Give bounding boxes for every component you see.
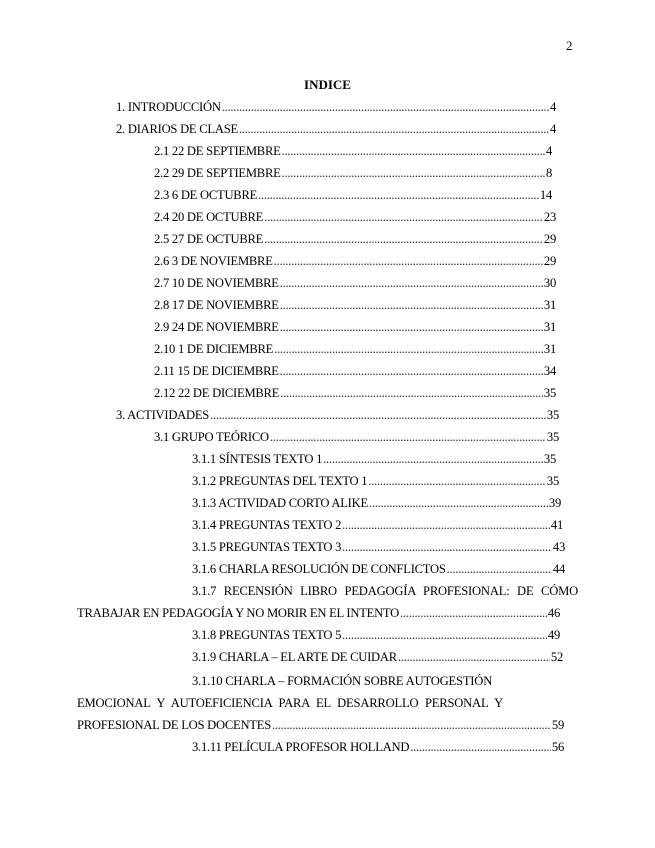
toc-entry [116, 96, 556, 118]
toc-leader [369, 492, 548, 514]
toc-entry [192, 492, 561, 514]
toc-entry-page: 31 [543, 320, 556, 334]
toc-leader [274, 250, 543, 272]
toc-entry-page: 30 [543, 276, 556, 290]
toc-entry [192, 514, 563, 536]
toc-entry-text: 2. DIARIOS DE CLASE [116, 122, 238, 136]
toc-entry-text: 3.1.9 CHARLA – EL ARTE DE CUIDAR [192, 650, 397, 664]
toc-leader [258, 184, 539, 206]
toc-entry-page: 4 [549, 100, 556, 114]
toc-entry [154, 294, 556, 316]
toc-leader [368, 470, 546, 492]
toc-entry-text: 3.1 GRUPO TEÓRICO [154, 430, 269, 444]
toc-entry-text: 2.11 15 DE DICIEMBRE [154, 364, 279, 378]
toc-entry [154, 250, 556, 272]
toc-entry [77, 602, 560, 624]
toc-entry-text: 3.1.4 PREGUNTAS TEXTO 2 [192, 518, 342, 532]
toc-leader [280, 360, 543, 382]
toc-entry-page: 43 [552, 540, 565, 554]
toc-entry-text: 3.1.8 PREGUNTAS TEXTO 5 [192, 628, 342, 642]
toc-entry-continued-text: 3.1.10 CHARLA – FORMACIÓN SOBRE AUTOGESTIÓN [192, 674, 493, 688]
toc-entry-page: 56 [551, 740, 564, 754]
toc-entry [192, 646, 563, 668]
toc-entry [77, 714, 564, 736]
toc-entry-continued-text: 3.1.7 RECENSIÓN LIBRO PEDAGOGÍA PROFESIONAL: DE CÓMO [192, 584, 578, 598]
toc-entry-page: 35 [546, 430, 559, 444]
toc-entry [154, 360, 556, 382]
toc-entry-page: 35 [546, 474, 559, 488]
toc-entry-page: 14 [539, 188, 552, 202]
toc-entry-text: 3.1.2 PREGUNTAS DEL TEXTO 1 [192, 474, 368, 488]
toc-entry [154, 206, 556, 228]
toc-entry-text: 2.9 24 DE NOVIEMBRE [154, 320, 279, 334]
toc-entry [116, 404, 559, 426]
toc-leader [410, 736, 551, 758]
toc-entry-page: 49 [547, 628, 560, 642]
toc-entry [154, 382, 556, 404]
page-number: 2 [566, 38, 573, 53]
toc-entry [154, 228, 556, 250]
toc-entry [192, 536, 565, 558]
toc-leader [272, 714, 551, 736]
toc-entry-text: 2.5 27 DE OCTUBRE [154, 232, 264, 246]
toc-entry-text: 3.1.3 ACTIVIDAD CORTO ALIKE [192, 496, 368, 510]
toc-entry-text: 2.12 22 DE DICIEMBRE [154, 386, 280, 400]
toc-leader [210, 404, 546, 426]
toc-entry-page: 29 [543, 232, 556, 246]
toc-entry-page: 34 [543, 364, 556, 378]
toc-entry-text: 2.10 1 DE DICIEMBRE [154, 342, 274, 356]
toc-entry [154, 140, 552, 162]
toc-entry-page: 29 [543, 254, 556, 268]
toc-entry-page: 44 [552, 562, 565, 576]
toc-entry-text: 2.2 29 DE SEPTIEMBRE [154, 166, 281, 180]
toc-entry-text: 2.7 10 DE NOVIEMBRE [154, 276, 279, 290]
toc-leader [342, 514, 550, 536]
toc-entry [192, 558, 565, 580]
toc-entry-text: 3.1.6 CHARLA RESOLUCIÓN DE CONFLICTOS [192, 562, 446, 576]
toc-leader [398, 646, 550, 668]
toc-entry-page: 31 [543, 342, 556, 356]
toc-entry-page: 39 [548, 496, 561, 510]
toc-entry [192, 470, 559, 492]
toc-leader [270, 426, 546, 448]
toc-entry-text: 2.6 3 DE NOVIEMBRE [154, 254, 273, 268]
toc-entry-page: 35 [546, 408, 559, 422]
toc-entry [192, 736, 564, 758]
toc-entry-page: 59 [551, 718, 564, 732]
toc-entry-text: PROFESIONAL DE LOS DOCENTES [77, 718, 271, 732]
toc-entry-page: 35 [543, 452, 556, 466]
toc-entry-text: 1. INTRODUCCIÓN [116, 100, 221, 114]
toc-leader [323, 448, 543, 470]
toc-leader [280, 382, 543, 404]
toc-leader [280, 272, 543, 294]
toc-entry-page: 4 [545, 144, 552, 158]
toc-entry [116, 118, 556, 140]
toc-entry [154, 162, 552, 184]
toc-leader [239, 118, 549, 140]
toc-entry-text: 2.1 22 DE SEPTIEMBRE [154, 144, 281, 158]
toc-entry-page: 52 [550, 650, 563, 664]
toc-leader [282, 140, 545, 162]
toc-entry-text: 2.4 20 DE OCTUBRE [154, 210, 264, 224]
toc-entry-text: 2.8 17 DE NOVIEMBRE [154, 298, 279, 312]
toc-entry-text: TRABAJAR EN PEDAGOGÍA Y NO MORIR EN EL INTENTO [77, 606, 399, 620]
toc-leader [222, 96, 549, 118]
toc-entry [154, 338, 556, 360]
toc-entry-page: 31 [543, 298, 556, 312]
toc-entry-page: 23 [543, 210, 556, 224]
toc-leader [264, 206, 543, 228]
toc-leader [447, 558, 552, 580]
toc-leader [274, 338, 543, 360]
toc-leader [400, 602, 547, 624]
toc-entry-page: 46 [547, 606, 560, 620]
toc-entry [154, 426, 559, 448]
toc-entry-continued-text: EMOCIONAL Y AUTOEFICIENCIA PARA EL DESARROLLO PERSONAL Y [77, 696, 503, 710]
toc-entry-page: 4 [549, 122, 556, 136]
toc-entry [192, 624, 560, 646]
toc-entry-text: 3. ACTIVIDADES [116, 408, 210, 422]
toc-entry [154, 272, 556, 294]
toc-entry-text: 2.3 6 DE OCTUBRE [154, 188, 258, 202]
toc-entry-page: 8 [545, 166, 552, 180]
toc-entry [192, 448, 556, 470]
toc-leader [280, 294, 543, 316]
toc-leader [264, 228, 543, 250]
toc-entry-text: 3.1.5 PREGUNTAS TEXTO 3 [192, 540, 342, 554]
toc-entry-page: 41 [550, 518, 563, 532]
toc-entry [154, 316, 556, 338]
toc-entry-text: 3.1.1 SÍNTESIS TEXTO 1 [192, 452, 323, 466]
page-title: INDICE [304, 77, 351, 92]
toc-entry-text: 3.1.11 PELÍCULA PROFESOR HOLLAND [192, 740, 410, 754]
toc-leader [282, 162, 545, 184]
toc-leader [280, 316, 543, 338]
toc-leader [342, 536, 552, 558]
toc-entry [154, 184, 552, 206]
toc-leader [342, 624, 547, 646]
toc-entry-page: 35 [543, 386, 556, 400]
